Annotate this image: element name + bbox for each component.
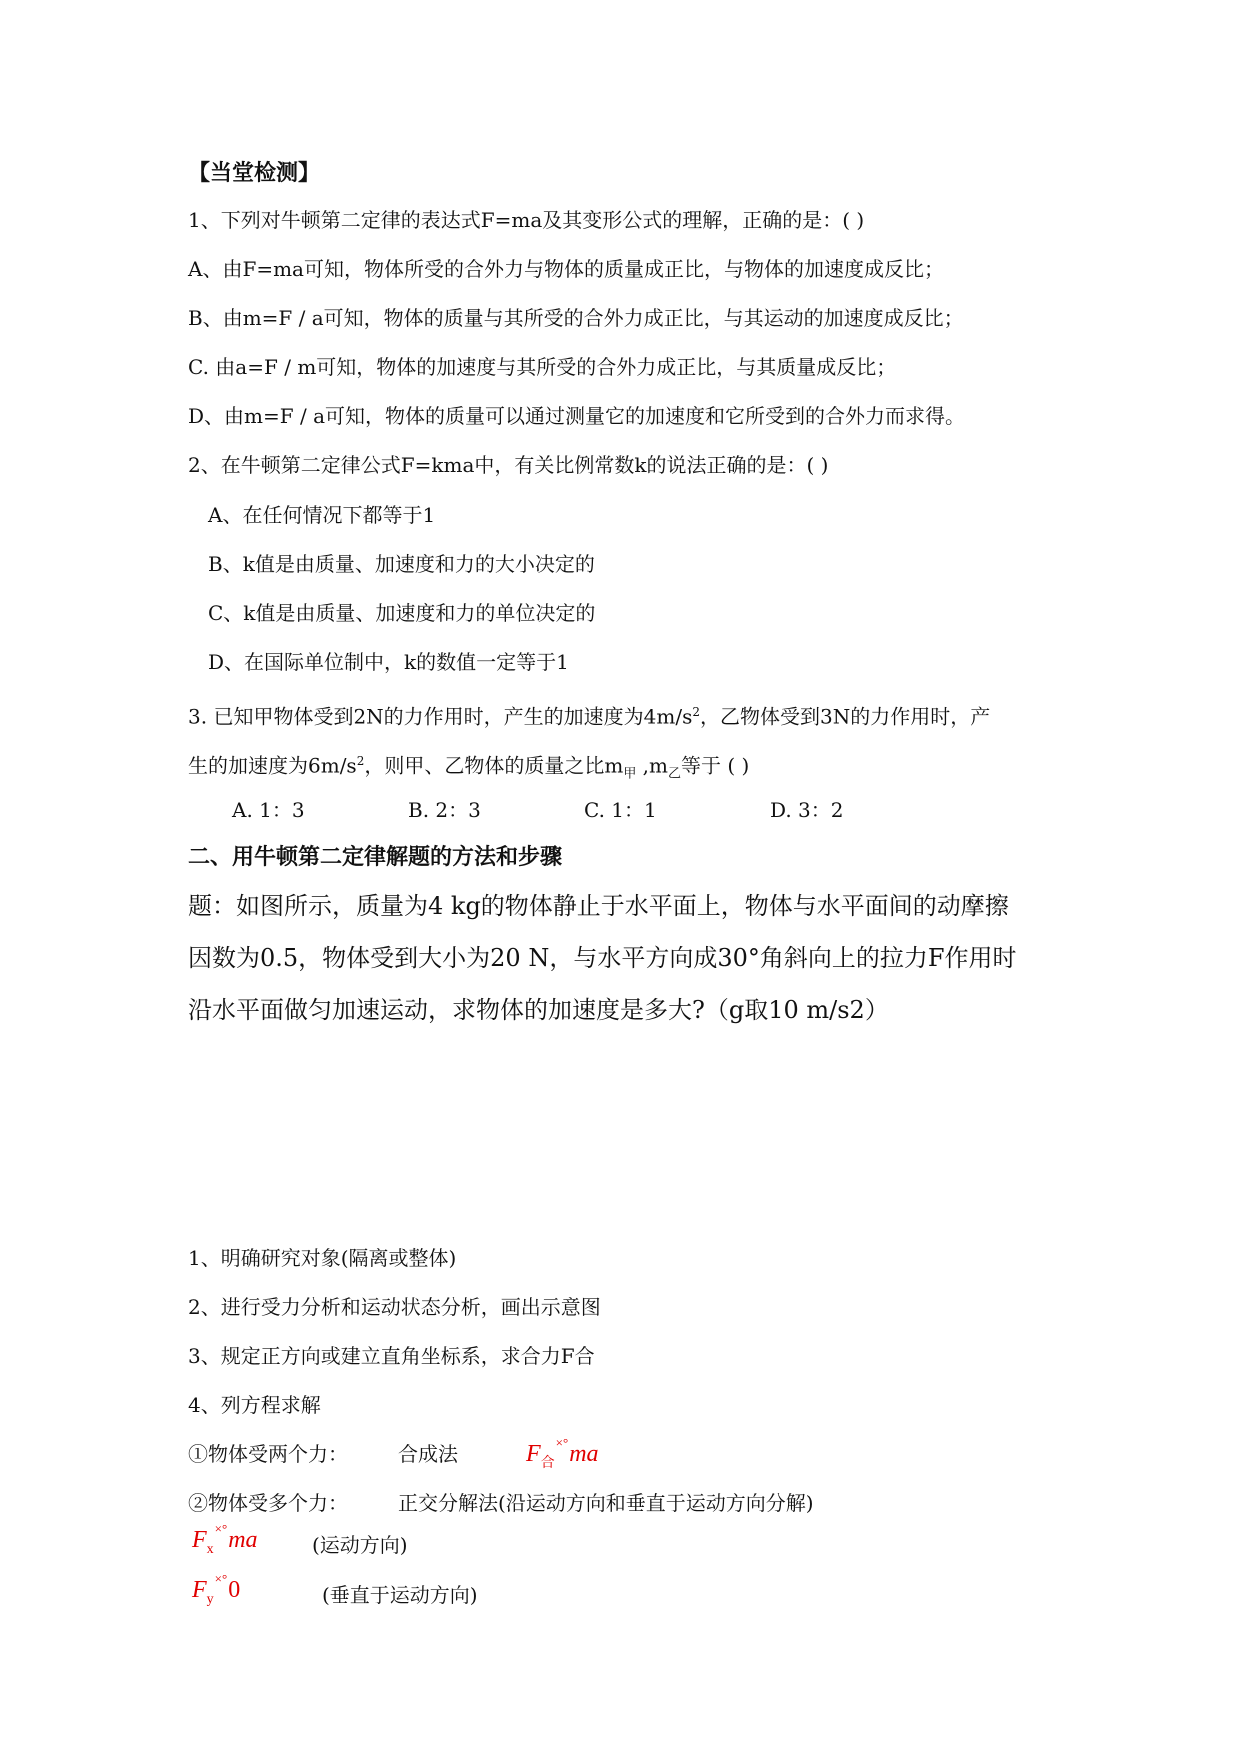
fx-note: (运动方向)	[312, 1533, 408, 1557]
q2-stem: 2、在牛顿第二定律公式F=kma中，有关比例常数k的说法正确的是：( )	[188, 453, 829, 477]
q3-line2-part1: 生的加速度为6m/s	[188, 753, 357, 778]
formula-fx-eq-glyph: ×°	[214, 1521, 228, 1536]
formula-sub-he: 合	[540, 1455, 555, 1471]
q2-option-d: D、在国际单位制中，k的数值一定等于1	[208, 650, 569, 674]
two-forces-label: ①物体受两个力：	[188, 1442, 348, 1466]
q3-line1-part1: 3. 已知甲物体受到2N的力作用时，产生的加速度为4m/s	[188, 704, 693, 729]
q2-option-b: B、k值是由质量、加速度和力的大小决定的	[208, 552, 595, 576]
fy-note: (垂直于运动方向)	[322, 1583, 478, 1607]
q2-option-a: A、在任何情况下都等于1	[208, 503, 436, 527]
formula-fy-eq-glyph: ×°	[214, 1571, 228, 1586]
formula-ma: ma	[569, 1441, 599, 1467]
q3-option-c: C. 1：1	[584, 798, 657, 822]
step-4: 4、列方程求解	[188, 1393, 321, 1417]
formula-sub-x: x	[206, 1541, 214, 1557]
formula-sub-y: y	[206, 1591, 214, 1607]
q3-line2-part2: ，则甲、乙物体的质量之比m	[364, 753, 624, 778]
q3-line1	[188, 699, 990, 730]
multi-forces-method: 正交分解法(沿运动方向和垂直于运动方向分解)	[398, 1491, 814, 1515]
formula-f-symbol: F	[526, 1441, 541, 1467]
q3-line1-part2: ，乙物体受到3N的力作用时，产	[700, 704, 991, 729]
formula-fx-ma: ma	[228, 1527, 258, 1553]
section2-title: 二、用牛顿第二定律解题的方法和步骤	[188, 844, 563, 870]
section-title-check: 【当堂检测】	[188, 160, 321, 186]
multi-forces-label: ②物体受多个力：	[188, 1491, 348, 1515]
problem-line-3: 沿水平面做匀加速运动，求物体的加速度是多大?（g取10 m/s2）	[188, 996, 889, 1024]
q3-superscript-2: 2	[356, 754, 365, 768]
q3-option-d: D. 3：2	[770, 798, 844, 822]
q3-sep: ,m	[636, 753, 669, 778]
q1-stem: 1、下列对牛顿第二定律的表达式F=ma及其变形公式的理解，正确的是：( )	[188, 208, 865, 232]
q3-option-b: B. 2：3	[408, 798, 481, 822]
formula-fy-symbol: F	[192, 1577, 207, 1603]
formula-fy	[192, 1571, 241, 1614]
formula-fx	[192, 1521, 258, 1564]
formula-fx-symbol: F	[192, 1527, 207, 1553]
q1-option-a: A、由F=ma可知，物体所受的合外力与物体的质量成正比，与物体的加速度成反比；	[188, 257, 944, 281]
q1-option-d: D、由m=F / a可知，物体的质量可以通过测量它的加速度和它所受到的合外力而求得。	[188, 404, 966, 428]
two-forces-method: 合成法	[398, 1442, 458, 1466]
formula-f-he	[526, 1435, 599, 1478]
problem-line-2: 因数为0.5，物体受到大小为20 N，与水平方向成30°角斜向上的拉力F作用时	[188, 944, 1017, 972]
q3-sub-jia: 甲	[623, 766, 637, 782]
step-2: 2、进行受力分析和运动状态分析，画出示意图	[188, 1295, 601, 1319]
q1-option-c: C. 由a=F / m可知，物体的加速度与其所受的合外力成正比，与其质量成反比；	[188, 355, 897, 379]
step-1: 1、明确研究对象(隔离或整体)	[188, 1246, 457, 1270]
q3-superscript-1: 2	[692, 705, 700, 719]
q3-line2	[188, 748, 749, 788]
q3-option-a: A. 1：3	[232, 798, 305, 822]
q2-option-c: C、k值是由质量、加速度和力的单位决定的	[208, 601, 596, 625]
step-3: 3、规定正方向或建立直角坐标系，求合力F合	[188, 1344, 595, 1368]
formula-eq-glyph: ×°	[555, 1435, 569, 1450]
q3-line2-part3: 等于 ( )	[681, 753, 750, 778]
q1-option-b: B、由m=F / a可知，物体的质量与其所受的合外力成正比，与其运动的加速度成反比；	[188, 306, 964, 330]
q3-sub-yi: 乙	[668, 766, 682, 782]
problem-line-1: 题：如图所示，质量为4 kg的物体静止于水平面上，物体与水平面间的动摩擦	[188, 892, 1009, 920]
formula-fy-zero: 0	[228, 1577, 241, 1603]
